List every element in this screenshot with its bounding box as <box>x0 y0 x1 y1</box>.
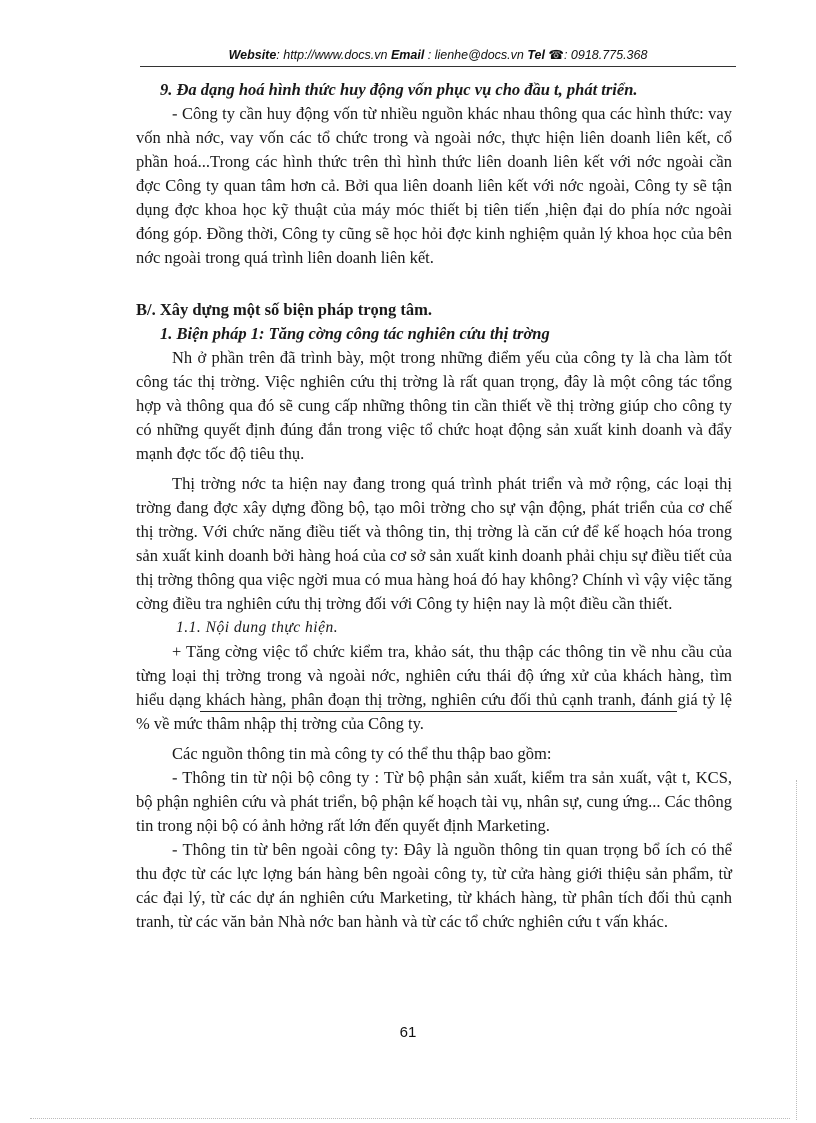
section-9-paragraph: - Công ty cần huy động vốn từ nhiều nguồn khác nhau thông qua các hình thức: vay vốn nhà nớc, vay vốn các tổ chức trong và ngoài nớc, thực hiện liên doanh liên kết, cổ phần hoá...Trong các hình thức trên thì hình thức liên doanh liên kết với nớc ngoài cần đợc Công ty quan tâm hơn cả. Bởi qua liên doanh liên kết với nớc ngoài, Công ty sẽ tận dụng đợc khoa học kỹ thuật của máy móc thiết bị tiên tiến ,hiện đại do phía nớc ngoài đóng góp. Đồng thời, Công ty cũng sẽ học hỏi đợc kinh nghiệm quản lý khoa học của bên nớc ngoài trong quá trình liên doanh liên kết. <box>136 104 732 267</box>
page-number: 61 <box>399 1024 417 1041</box>
section-9-heading: 9. Đa dạng hoá hình thức huy động vốn phục vụ cho đầu t, phát triển. <box>160 80 638 99</box>
page-edge-dotted-horizontal <box>30 1118 790 1119</box>
section-b-heading: B/. Xây dựng một số biện pháp trọng tâm. <box>136 300 432 319</box>
email-text: : lienhe@docs.vn <box>424 48 528 62</box>
website-label: Website <box>228 48 277 62</box>
document-body <box>136 78 732 934</box>
tel-text: ☎: 0918.775.368 <box>544 48 648 62</box>
page-edge-dotted-vertical <box>796 780 797 1120</box>
spacer <box>136 270 732 298</box>
subsection-1-1-paragraph-2: Các nguồn thông tin mà công ty có thể thu thập bao gồm: <box>172 744 552 763</box>
subsection-1-1-paragraph-3: - Thông tin từ nội bộ công ty : Từ bộ phận sản xuất, kiểm tra sản xuất, vật t, KCS, bộ phận nghiên cứu và phát triển, bộ phận kế hoạch tài vụ, nhân sự, cung ứng... Các thông tin trong nội bộ có ảnh hởng rất lớn đến quyết định Marketing. <box>136 768 732 835</box>
email-label: Email <box>390 48 425 62</box>
measure-1-paragraph-1: Nh ở phần trên đã trình bày, một trong những điểm yếu của công ty là cha làm tốt công tác thị trờng. Việc nghiên cứu thị trờng là rất quan trọng, đây là một công tác tổng hợp và thông qua đó sẽ cung cấp những thông tin cần thiết về thị trờng giúp cho công ty có những quyết định đúng đắn trong việc tổ chức hoạt động sản xuất kinh doanh và đẩy mạnh đợc tốc độ tiêu thụ. <box>136 348 732 463</box>
subsection-1-1-paragraph-4: - Thông tin từ bên ngoài công ty: Đây là nguồn thông tin quan trọng bổ ích có thể thu đợc từ các lực lợng bán hàng bên ngoài công ty, từ cửa hàng giới thiệu sản phẩm, từ các đại lý, từ các dự án nghiên cứu Marketing, từ khách hàng, từ phân tích đối thủ cạnh tranh, từ các văn bản Nhà nớc ban hành và từ các tổ chức nghiên cứu t vấn khác. <box>136 840 732 931</box>
subsection-1-1-heading: 1.1. Nội dung thực hiện. <box>176 619 339 636</box>
tel-label: Tel <box>527 48 545 62</box>
header-divider <box>140 66 736 67</box>
page-header <box>140 47 736 62</box>
subsection-1-1-paragraph-1: + Tăng cờng việc tổ chức kiểm tra, khảo sát, thu thập các thông tin về nhu cầu của từng loại thị trờng trong và ngoài nớc, nghiên cứu thái độ ứng xử của khách hàng, tìm hiểu dạng khách hàng, phân đoạn thị trờng, nghiên cứu đối thủ cạnh tranh, đánh giá tỷ lệ % về mức thâm nhập thị trờng của Công ty. <box>136 642 732 733</box>
website-text: : http://www.docs.vn <box>276 48 391 62</box>
measure-1-heading: 1. Biện pháp 1: Tăng cờng công tác nghiên cứu thị trờng <box>160 324 550 343</box>
measure-1-paragraph-2: Thị trờng nớc ta hiện nay đang trong quá trình phát triển và mở rộng, các loại thị trờng đang đợc xây dựng đồng bộ, tạo môi trờng cho sự vận động, phát triển của cơ chế thị trờng. Với chức năng điều tiết và thông tin, thị trờng là căn cứ để kế hoạch hóa trong sản xuất kinh doanh bởi hàng hoá của cơ sở sản xuất kinh doanh phải chịu sự điều tiết của thị trờng thông qua việc ngời mua có mua hàng hoá đó hay không? Chính vì vậy việc tăng cờng điều tra nghiên cứu thị trờng đối với Công ty hiện nay là một điều cần thiết. <box>136 474 732 613</box>
strikethrough-line <box>200 711 677 712</box>
